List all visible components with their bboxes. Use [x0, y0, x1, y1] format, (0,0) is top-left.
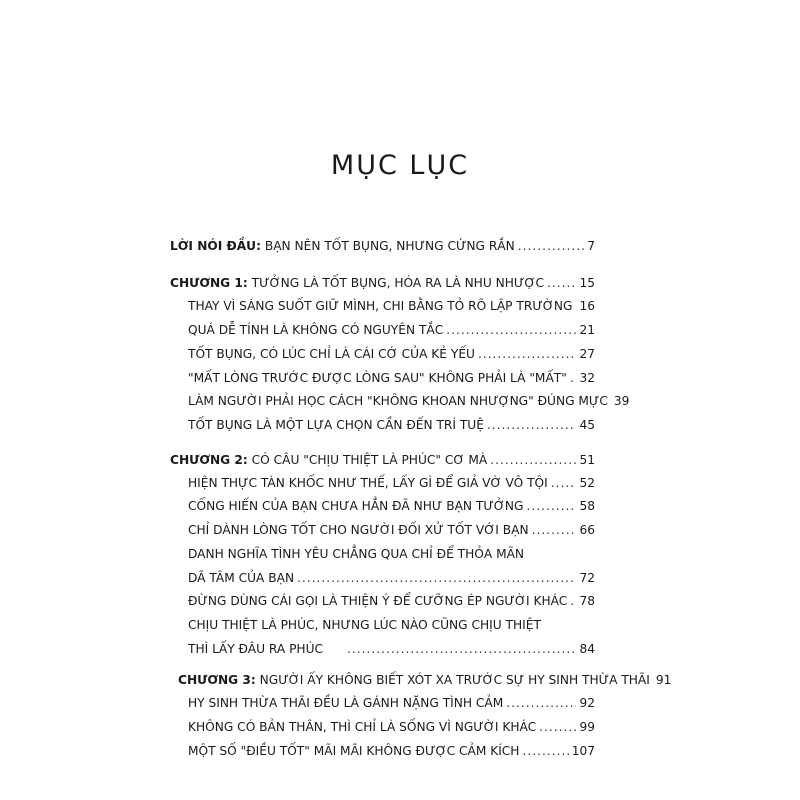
entry-title: THAY VÌ SÁNG SUỐT GIỮ MÌNH, CHI BẰNG TỎ RÕ LẬP TRƯỜNG: [188, 299, 573, 313]
toc-entry: [188, 475, 595, 491]
leader-dots: [490, 452, 576, 468]
page-number: 72: [579, 571, 595, 585]
page-number: 84: [579, 642, 595, 656]
page-number: 51: [579, 453, 595, 467]
toc-entry-chapter-3: [178, 672, 672, 688]
page-number: 32: [579, 371, 595, 385]
entry-title: LÀM NGƯỜI PHẢI HỌC CÁCH "KHÔNG KHOAN NHƯỢNG" ĐÚNG MỰC: [188, 394, 608, 408]
entry-title: CHỈ DÀNH LÒNG TỐT CHO NGƯỜI ĐỐI XỬ TỐT VỚI BẠN: [188, 523, 529, 537]
entry-title: HIỆN THỰC TÀN KHỐC NHƯ THẾ, LẤY GÌ ĐỂ GIẢ VỜ VÔ TỘI: [188, 476, 548, 490]
entry-title: KHÔNG CÓ BẢN THÂN, THÌ CHỈ LÀ SỐNG VÌ NGƯỜI KHÁC: [188, 720, 537, 734]
leader-dots: [478, 346, 577, 362]
entry-title: MỘT SỐ "ĐIỀU TỐT" MÃI MÃI KHÔNG ĐƯỢC CẢM KÍCH: [188, 744, 520, 758]
page-number: 16: [579, 299, 595, 313]
leader-dots: [526, 498, 576, 514]
toc-entry: [188, 393, 630, 409]
leader-dots: [570, 370, 577, 386]
entry-title: ĐỪNG DÙNG CÁI GỌI LÀ THIỆN Ý ĐỂ CƯỠNG ÉP NGƯỜI KHÁC: [188, 594, 568, 608]
page-number: 39: [613, 394, 630, 408]
leader-dots: [547, 275, 576, 291]
leader-dots: [551, 475, 577, 491]
leader-dots: [347, 641, 576, 657]
entry-title: DANH NGHĨA TÌNH YÊU CHẲNG QUA CHỈ ĐỂ THỎA MÃN: [188, 547, 525, 561]
toc-entry: [188, 370, 595, 386]
toc-entry-preface: [170, 238, 595, 254]
leader-dots: [570, 593, 576, 609]
leader-dots: [506, 695, 576, 711]
entry-title: NGƯỜI ẤY KHÔNG BIẾT XÓT XA TRƯỚC SỰ HY SINH THỪA THÃI: [255, 673, 650, 687]
leader-dots: [518, 238, 584, 254]
entry-title: TỐT BỤNG LÀ MỘT LỰA CHỌN CẦN ĐẾN TRÍ TUỆ: [188, 418, 484, 432]
leader-dots: [575, 298, 576, 314]
entry-title: "MẤT LÒNG TRƯỚC ĐƯỢC LÒNG SAU" KHÔNG PHẢI LÀ "MẤT": [188, 371, 567, 385]
toc-entry-line-1: [188, 617, 595, 633]
entry-title: TƯỞNG LÀ TỐT BỤNG, HÓA RA LÀ NHU NHƯỢC: [247, 276, 545, 290]
entry-title: TỐT BỤNG, CÓ LÚC CHỈ LÀ CÁI CỚ CỦA KẺ YẾU: [188, 347, 475, 361]
leader-dots: [487, 417, 577, 433]
page-number: 99: [579, 720, 595, 734]
toc-entry: [188, 346, 595, 362]
toc-entry: [188, 417, 595, 433]
entry-title: CỐNG HIẾN CỦA BẠN CHƯA HẲN ĐÃ NHƯ BẠN TƯỞNG: [188, 499, 524, 513]
entry-prefix: CHƯƠNG 1:: [170, 276, 248, 290]
leader-dots: [522, 743, 568, 759]
page-number: 52: [579, 476, 595, 490]
toc-entry-line-2: [188, 641, 595, 657]
page-title: MỤC LỤC: [330, 150, 470, 181]
toc-entry: [188, 298, 595, 314]
entry-prefix: LỜI NÓI ĐẦU:: [170, 239, 261, 253]
page-number: 66: [579, 523, 595, 537]
entry-title: THÌ LẤY ĐÂU RA PHÚC: [188, 642, 324, 656]
leader-dots: [446, 322, 576, 338]
toc-entry: [188, 719, 595, 735]
page-number: 7: [587, 239, 595, 253]
toc-entry: [188, 498, 595, 514]
page-number: 58: [579, 499, 595, 513]
entry-prefix: CHƯƠNG 3:: [178, 673, 256, 687]
page-number: 21: [579, 323, 595, 337]
leader-dots: [297, 570, 576, 586]
toc-entry-line-2: [188, 570, 595, 586]
page-number: 27: [579, 347, 595, 361]
entry-title: CÓ CÂU "CHỊU THIỆT LÀ PHÚC" CƠ MÀ: [247, 453, 488, 467]
leader-dots: [539, 719, 576, 735]
page-number: 107: [571, 744, 595, 758]
page-number: 91: [655, 673, 672, 687]
toc-entry-chapter-1: [170, 275, 595, 291]
toc-entry: [188, 695, 595, 711]
entry-title: QUÁ DỄ TÍNH LÀ KHÔNG CÓ NGUYÊN TẮC: [188, 323, 444, 337]
toc-entry-chapter-2: [170, 452, 595, 468]
page-number: 45: [579, 418, 595, 432]
toc-entry: [188, 743, 595, 759]
entry-title: HY SINH THỪA THÃI ĐỀU LÀ GÁNH NẶNG TÌNH CẢM: [188, 696, 504, 710]
toc-entry: [188, 593, 595, 609]
page-number: 92: [579, 696, 595, 710]
toc-entry: [188, 322, 595, 338]
leader-dots: [532, 522, 577, 538]
page-number: 15: [579, 276, 595, 290]
toc-entry-line-1: [188, 546, 595, 562]
entry-prefix: CHƯƠNG 2:: [170, 453, 248, 467]
toc-entry: [188, 522, 595, 538]
entry-title: DÃ TÂM CỦA BẠN: [188, 571, 295, 585]
entry-title: BẠN NÊN TỐT BỤNG, NHƯNG CỨNG RẮN: [260, 239, 515, 253]
page-number: 78: [579, 594, 595, 608]
entry-title: CHỊU THIỆT LÀ PHÚC, NHƯNG LÚC NÀO CŨNG CHỊU THIỆT: [188, 618, 541, 632]
